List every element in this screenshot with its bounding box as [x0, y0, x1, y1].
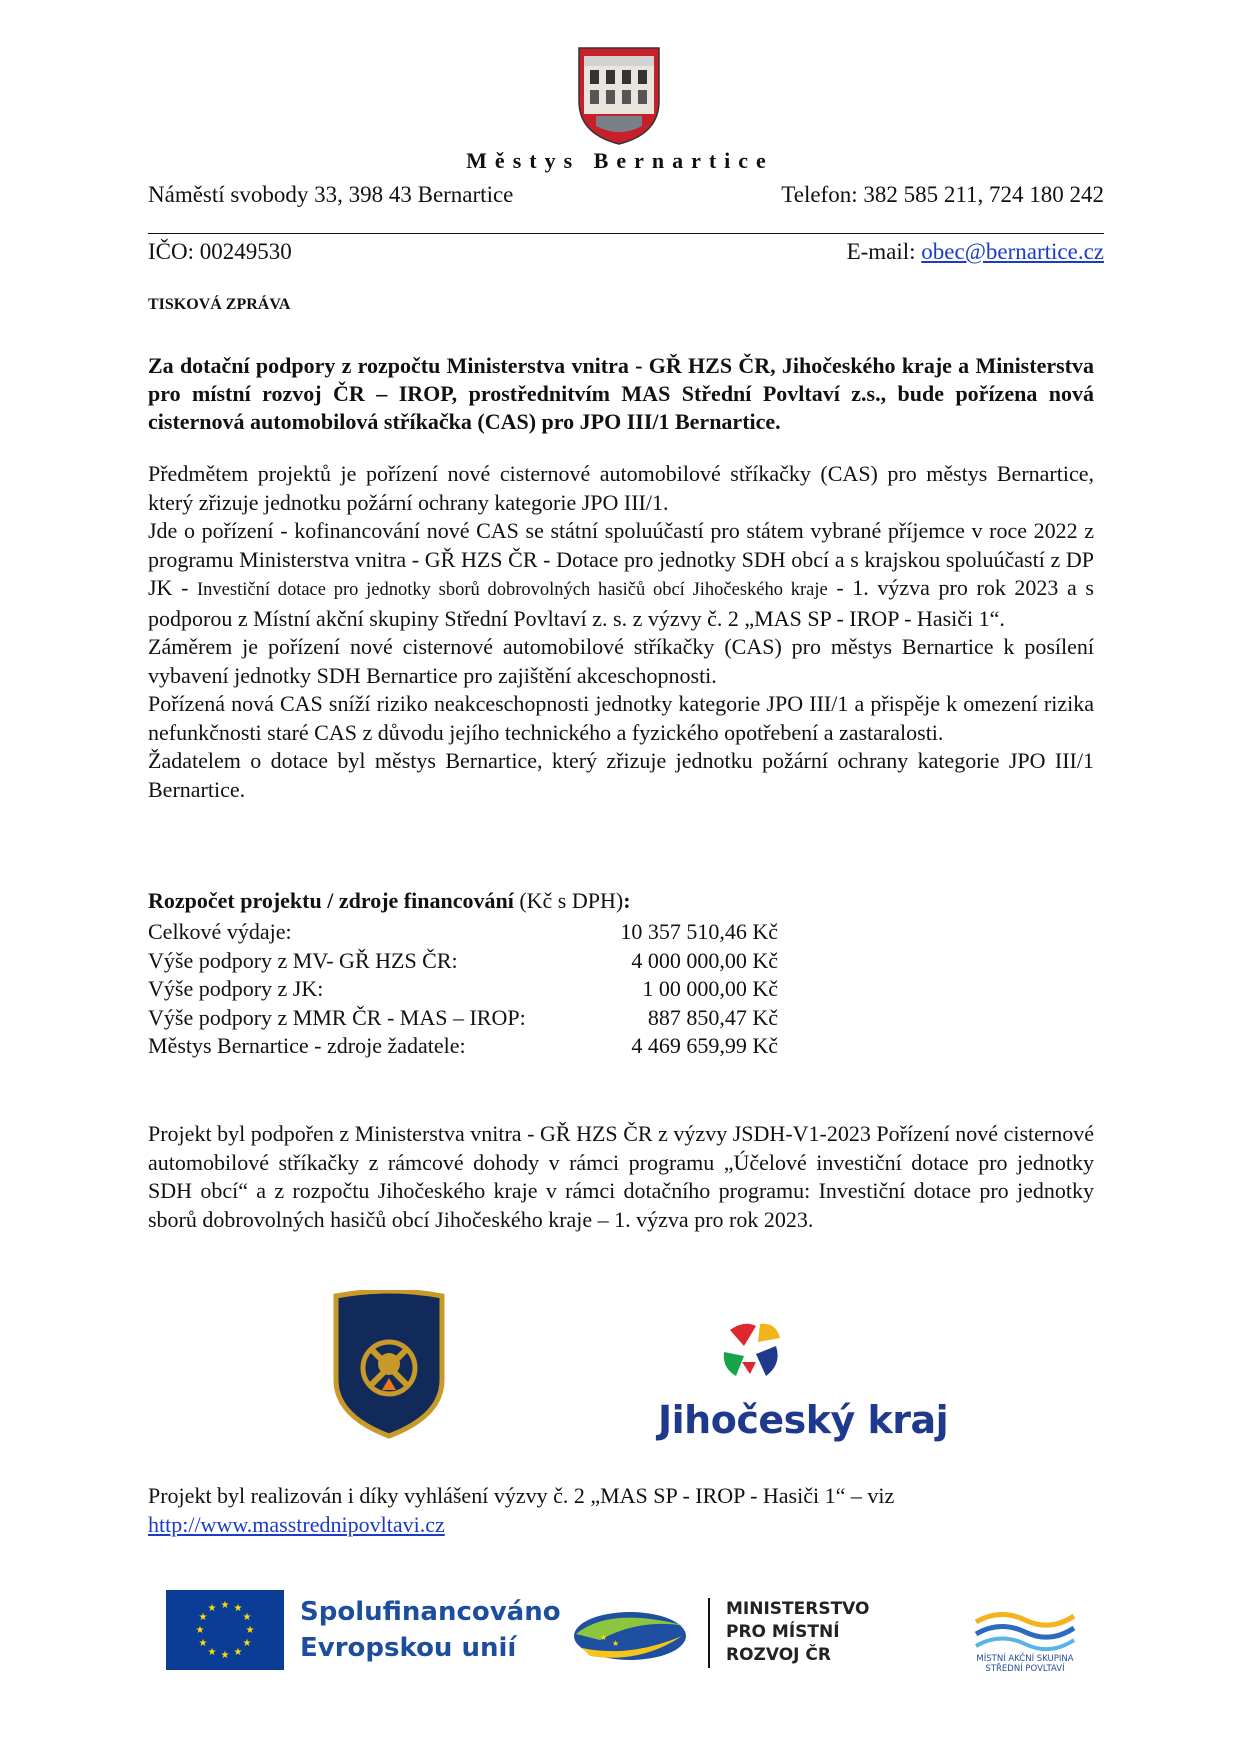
body-paragraph-4: Pořízená nová CAS sníží riziko neakceschopnosti jednotky kategorie JPO III/1 a přispěje k omezení rizika nefunkčnosti staré CAS z důvodu jejího technického a fyzického opotřebení a zastaralosti.: [148, 691, 1094, 745]
budget-label: Městys Bernartice - zdroje žadatele:: [148, 1033, 466, 1058]
svg-text:★: ★: [242, 1638, 252, 1649]
svg-text:★: ★: [242, 1612, 252, 1623]
budget-label: Výše podpory z JK:: [148, 976, 324, 1001]
eu-stars-icon: [166, 1590, 284, 1670]
svg-text:★: ★: [220, 1600, 230, 1611]
body-p2-end: - 1. výzva pro rok 2023 a s podporou z Místní akční skupiny Střední Povltaví z. s. z výzvy č. 2 „MAS SP - IROP - Hasiči 1“.: [148, 575, 1094, 631]
email-label: E-mail:: [846, 239, 922, 264]
email-link[interactable]: obec@bernartice.cz: [921, 239, 1104, 264]
budget-label: Výše podpory z MV- GŘ HZS ČR:: [148, 947, 458, 973]
body-p2-small: Investiční dotace pro jednotky sborů dobrovolných hasičů obcí Jihočeského kraje: [197, 580, 828, 600]
phone: Telefon: 382 585 211, 724 180 242: [781, 182, 1104, 207]
budget-row: [148, 1032, 778, 1061]
press-release-title: Za dotační podpory z rozpočtu Ministerstva vnitra - GŘ HZS ČR, Jihočeského kraje a Ministerstva pro místní rozvoj ČR – IROP, prostřednitvím MAS Střední Povltaví z.s., bude pořízena nová cisternová automobilová stříkačka (CAS) pro JPO III/1 Bernartice.: [148, 353, 1094, 434]
eu-text-line-2: Evropskou unií: [300, 1633, 517, 1663]
budget-title-unit: (Kč s DPH): [513, 888, 624, 913]
budget-row: [148, 947, 778, 976]
contact-row-2: [148, 238, 1104, 266]
budget-title-bold: Rozpočet projektu / zdroje financování: [148, 888, 514, 913]
jihocesky-kraj-wordmark: Jihočeský kraj: [658, 1398, 949, 1442]
body-text: [148, 460, 1094, 804]
mas-text: [970, 1654, 1080, 1674]
mas-text-line-1: MÍSTNÍ AKČNÍ SKUPINA: [976, 1654, 1074, 1664]
svg-text:★: ★: [207, 1603, 217, 1614]
body-paragraph-1: Předmětem projektů je pořízení nové cisternové automobilové stříkačky (CAS) pro městys Bernartice, který zřizuje jednotku požární ochrany kategorie JPO III/1.: [148, 461, 1094, 515]
support-paragraph: Projekt byl podpořen z Ministerstva vnitra - GŘ HZS ČR z výzvy JSDH-V1-2023 Pořízení nové cisternové automobilové stříkačky z rámcové dohody v rámci programu „Účelové investiční dotace pro jednotky SDH obcí“ a z rozpočtu Jihočeského kraje v rámci dotačního programu: Investiční dotace pro jednotky sborů dobrovolných hasičů obcí Jihočeského kraje – 1. výzva pro rok 2023.: [148, 1121, 1094, 1232]
svg-text:★: ★: [195, 1625, 205, 1636]
body-paragraph-2: [148, 517, 1094, 633]
budget-value: 887 850,47 Kč: [647, 1004, 778, 1030]
address: Náměstí svobody 33, 398 43 Bernartice: [148, 182, 514, 207]
mmr-text-line-3: ROZVOJ ČR: [726, 1645, 831, 1665]
mmr-text-line-2: PRO MÍSTNÍ: [726, 1622, 840, 1642]
mas-logo: [970, 1604, 1080, 1656]
mmr-divider: [708, 1598, 710, 1668]
mas-website-link[interactable]: http://www.masstrednipovltavi.cz: [148, 1511, 445, 1537]
budget-table: [148, 918, 778, 1061]
mmr-logo: [570, 1600, 690, 1666]
body-paragraph-3: Záměrem je pořízení nové cisternové automobilové stříkačky (CAS) pro městys Bernartice k posílení vybavení jednotky SDH Bernartice pro zajištění akceschopnosti.: [148, 634, 1094, 688]
mmr-text-line-1: MINISTERSTVO: [726, 1599, 870, 1619]
press-release-label: TISKOVÁ ZPRÁVA: [148, 296, 291, 313]
budget-value: 1 00 000,00 Kč: [642, 976, 778, 1001]
ico: IČO: 00249530: [148, 239, 292, 264]
svg-text:★: ★: [245, 1625, 255, 1636]
budget-value: 4 000 000,00 Kč: [631, 947, 778, 973]
coat-of-arms-logo: [576, 46, 662, 146]
svg-text:★: ★: [612, 1639, 620, 1648]
realized-paragraph: [148, 1482, 1094, 1539]
budget-value: 4 469 659,99 Kč: [631, 1033, 778, 1058]
budget-row: [148, 918, 778, 947]
budget-title: [148, 888, 631, 914]
body-p2-start: Jde o pořízení - kofinancování nové CAS se státní spoluúčastí pro státem vybrané příjemce v roce 2022 z programu Ministerstva vnitra - GŘ HZS ČR - Dotace pro jednotky SDH obcí a s krajskou spoluúčastí z DP JK -: [148, 518, 1094, 600]
email-line: [847, 238, 1104, 266]
mmr-text: [726, 1598, 870, 1667]
realized-text: Projekt byl realizován i díky vyhlášení výzvy č. 2 „MAS SP - IROP - Hasiči 1“ – viz: [148, 1483, 895, 1508]
mas-text-line-2: STŘEDNÍ POVLTAVÍ: [985, 1664, 1065, 1674]
eu-flag-logo: [166, 1590, 284, 1670]
eu-text-line-1: Spolufinancováno: [300, 1597, 561, 1627]
budget-label: Celkové výdaje:: [148, 919, 292, 944]
svg-text:★: ★: [600, 1633, 608, 1642]
eu-cofinanced-text: [300, 1594, 561, 1666]
svg-text:★: ★: [198, 1638, 208, 1649]
header-divider: [148, 233, 1104, 234]
svg-text:★: ★: [207, 1647, 217, 1658]
contact-row-1: [148, 181, 1104, 209]
body-paragraph-5: Žadatelem o dotace byl městys Bernartice, který zřizuje jednotku požární ochrany kategorie JPO III/1 Bernartice.: [148, 748, 1094, 802]
svg-text:★: ★: [233, 1647, 243, 1658]
svg-text:★: ★: [198, 1612, 208, 1623]
budget-value: 10 357 510,46 Kč: [620, 919, 778, 944]
town-name: Městys Bernartice: [466, 148, 774, 173]
svg-text:★: ★: [233, 1603, 243, 1614]
budget-label: Výše podpory z MMR ČR - MAS – IROP:: [148, 1004, 526, 1030]
budget-title-colon: :: [623, 888, 631, 913]
svg-text:★: ★: [220, 1650, 230, 1661]
hzs-emblem-logo: [330, 1290, 448, 1440]
budget-row: [148, 975, 778, 1004]
budget-row: [148, 1004, 778, 1033]
